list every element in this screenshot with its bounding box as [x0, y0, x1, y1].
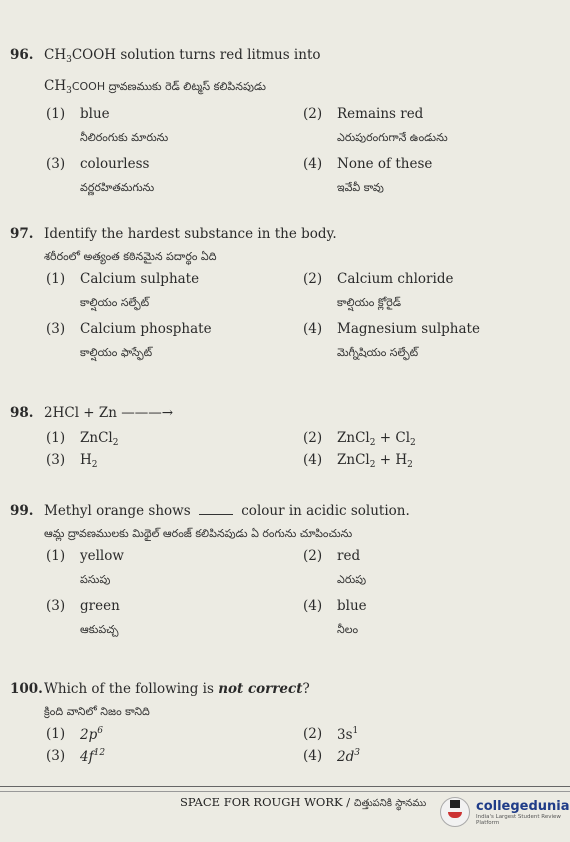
option-2[interactable]: (2) ZnCl$_2$ + $Cl_2$: [303, 430, 416, 448]
question-text: $CH_3COOH$ solution turns red litmus into: [44, 47, 321, 65]
question-text-telugu: $CH_3COOH$ ద్రావణముకు రెడ్ లిట్మస్ కలిపినపుడు: [44, 78, 266, 96]
logo-name: collegedunia: [476, 798, 570, 814]
rough-work-label: SPACE FOR ROUGH WORK / చిత్తుపనికి స్థానము: [180, 795, 427, 809]
option-2[interactable]: (2) Remains red: [303, 106, 424, 122]
option-4[interactable]: (4) blue: [303, 598, 367, 614]
option-2-telugu: ఎరుపు: [337, 573, 367, 586]
question-99: [10, 502, 560, 648]
option-2-telugu: ఎరుపురంగుగానే ఉండును: [337, 131, 448, 144]
question-text-telugu: ఆమ్ల ద్రావణములకు మిథైల్ ఆరంజ్ కలిపినపుడు ఏ రంగును చూపించును: [44, 527, 353, 540]
question-text-telugu: శరీరంలో అత్యంత కఠినమైన పదార్థం ఏది: [44, 250, 217, 263]
option-3-telugu: వర్ణరహితమగును: [80, 181, 155, 194]
collegedunia-logo[interactable]: [440, 794, 570, 830]
question-text: Identify the hardest substance in the body.: [44, 226, 337, 242]
option-1-telugu: పసుపు: [80, 573, 111, 586]
option-2[interactable]: (2) Calcium chloride: [303, 271, 454, 287]
option-1[interactable]: (1) ZnCl$_2$: [46, 430, 119, 448]
option-3[interactable]: (3) colourless: [46, 156, 150, 172]
question-98: [10, 404, 560, 474]
option-4[interactable]: (4) Magnesium sulphate: [303, 321, 480, 337]
question-96: [10, 46, 560, 206]
question-97: [10, 225, 560, 371]
question-number: 99.: [10, 503, 34, 519]
option-4[interactable]: (4) $2d^3$: [303, 748, 360, 765]
option-1[interactable]: (1) yellow: [46, 548, 124, 564]
question-text: 2HCl + Zn ———→: [44, 405, 174, 421]
question-number: 98.: [10, 405, 34, 421]
option-3[interactable]: (3) Calcium phosphate: [46, 321, 212, 337]
question-number: 100.: [10, 681, 43, 697]
option-3[interactable]: (3) green: [46, 598, 120, 614]
fill-blank: [199, 514, 233, 515]
option-1[interactable]: (1) Calcium sulphate: [46, 271, 200, 287]
option-1[interactable]: (1) $2p^6$: [46, 726, 103, 743]
question-text: Methyl orange shows colour in acidic solution.: [44, 503, 410, 519]
footer-divider: [0, 786, 570, 787]
question-number: 96.: [10, 47, 34, 63]
option-2[interactable]: (2) $3s^1$: [303, 726, 359, 743]
option-4[interactable]: (4) ZnCl$_2$ + $H_2$: [303, 452, 413, 470]
option-2[interactable]: (2) red: [303, 548, 361, 564]
option-2-telugu: కాల్షియం క్లోరైడ్: [337, 296, 401, 309]
option-4[interactable]: (4) None of these: [303, 156, 433, 172]
logo-tagline: India's Largest Student Review Platform: [476, 813, 561, 826]
option-3[interactable]: (3) $4f^{12}$: [46, 748, 106, 765]
option-3-telugu: కాల్షియం ఫాస్ఫేట్: [80, 346, 153, 359]
footer-divider-secondary: [0, 791, 570, 792]
option-3[interactable]: (3) $H_2$: [46, 452, 98, 470]
question-100: [10, 680, 560, 770]
question-text: Which of the following is not correct?: [44, 681, 310, 697]
option-1[interactable]: (1) blue: [46, 106, 110, 122]
question-text-telugu: క్రింది వానిలో నిజం కానిది: [44, 705, 150, 718]
option-1-telugu: నీలిరంగుకు మారును: [80, 131, 169, 144]
option-4-telugu: నీలం: [337, 623, 359, 636]
question-number: 97.: [10, 226, 34, 242]
option-3-telugu: ఆకుపచ్చ: [80, 623, 119, 636]
mascot-icon: [440, 797, 470, 827]
option-1-telugu: కాల్షియం సల్ఫేట్: [80, 296, 150, 309]
option-4-telugu: ఇవేవీ కావు: [337, 181, 384, 194]
option-4-telugu: మెగ్నీషియం సల్ఫేట్: [337, 346, 419, 359]
